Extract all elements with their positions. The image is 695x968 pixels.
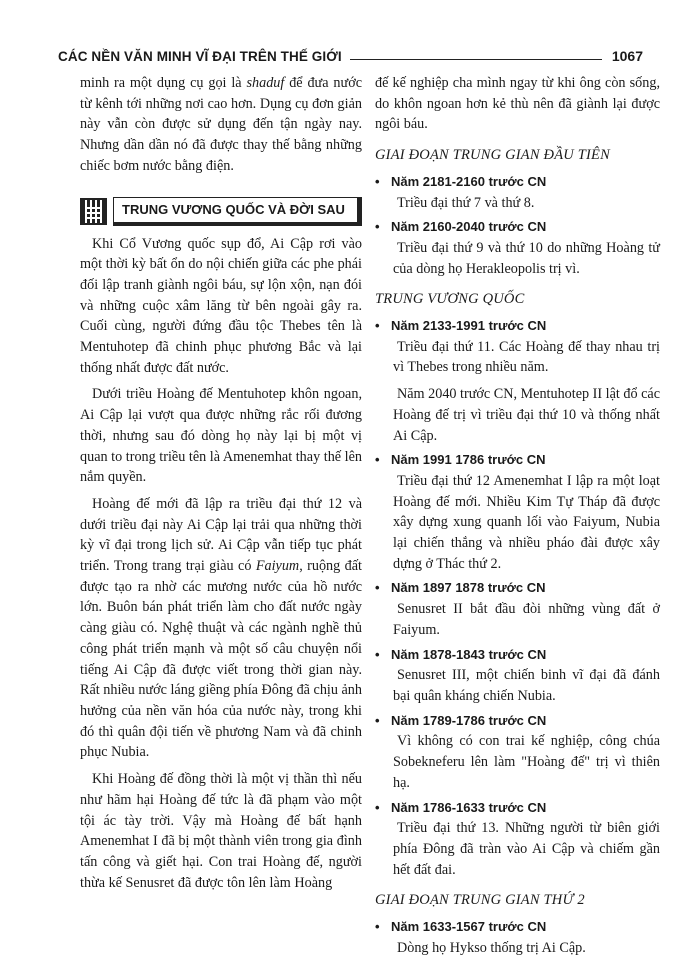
timeline-entry: Triều đại thứ 13. Những người từ biên giới phía Đông đã tràn vào Ai Cập và chiếm gần hết đất đai. (393, 820, 660, 878)
year-label: Năm 1991 1786 trước CN (391, 452, 546, 468)
timeline-year (375, 217, 660, 238)
intro-text-2: để đưa nước từ kênh tới những nơi cao hơn. Dụng cụ đơn giản này vẫn còn được sử dụng đến tận ngày nay. Nhưng dần dần nó đã được thay thế bằng những chiếc bơm nước bằng điện. (80, 75, 362, 174)
section-title: TRUNG VƯƠNG QUỐC VÀ ĐỜI SAU (113, 197, 362, 226)
section-header (80, 197, 362, 226)
year-label: Năm 2160-2040 trước CN (391, 219, 547, 235)
timeline-entry: Năm 2040 trước CN, Mentuhotep II lật đổ các Hoàng đế trị vì triều đại thứ 10 và thống nhất Ai Cập. (393, 386, 661, 444)
paragraph-2: Dưới triều Hoàng đế Mentuhotep khôn ngoan, Ai Cập lại vượt qua được những rắc rối đương thời, nhưng sau đó dòng họ này lại bị một vị quan to trong triều tên là Amenemhat thay thế lên nắm quyền. (80, 386, 362, 486)
continued-paragraph: đế kế nghiệp cha mình ngay từ khi ông còn sống, do khôn ngoan hơn kẻ thù nên đã giành lại được ngôi báu. (375, 75, 660, 133)
right-column (375, 73, 660, 958)
timeline-entry: Triều đại thứ 7 và thứ 8. (397, 194, 535, 211)
bullet-icon: • (375, 580, 380, 596)
year-label: Năm 1786-1633 trước CN (391, 799, 547, 815)
header-rule (350, 59, 602, 60)
page-number: 1067 (611, 48, 643, 64)
paragraph-1: Khi Cổ Vương quốc sụp đổ, Ai Cập rơi vào một thời kỳ bất ổn do nội chiến giữa các phe phái đối lập tranh giành ngôi báu, sự lộn xộn, nạn đói và những cuộc xâm lăng từ bên ngoài gây ra. Cuối cùng, người đứng đầu tộc Thebes tên là Mentuhotep đã chinh phục phương Bắc và lại thống nhất được đất nước. (80, 235, 362, 376)
timeline-entry: Triều đại thứ 9 và thứ 10 do những Hoàng tử của dòng họ Herakleopolis trị vì. (393, 239, 660, 277)
bullet-icon: • (375, 799, 380, 815)
timeline-entry: Senusret III, một chiến binh vĩ đại đã đánh bại quân kháng chiến Nubia. (393, 667, 660, 704)
timeline-entry: Triều đại thứ 11. Các Hoàng đế thay nhau trị vì Thebes trong nhiều năm. (393, 338, 660, 376)
paragraph-3-text-2: , ruộng đất được tạo ra nhờ các mương nước của hồ nước lớn. Buôn bán phát triển làm cho đất nước ngày càng giàu có. Nghệ thuật và các ngành nghề thủ công phát triển mạnh và một số câu chuyện nổi tiếng Ai Cập đã được viết trong thời gian này. Rất nhiều nước láng giềng phía Đông đã chịu ảnh hưởng của nền văn hóa của nước này, trong khi đó thì quân đội tiến về phương Nam và đã chinh phục Nubia. (80, 558, 362, 761)
year-label: Năm 2133-1991 trước CN (391, 318, 547, 334)
heading-second-intermediate: GIAI ĐOẠN TRUNG GIAN THỨ 2 (375, 892, 585, 909)
book-title: CÁC NỀN VĂN MINH VĨ ĐẠI TRÊN THẾ GIỚI (58, 49, 342, 64)
year-label: Năm 2181-2160 trước CN (391, 173, 547, 189)
year-label: Năm 1878-1843 trước CN (391, 646, 547, 662)
timeline-entry: Vì không có con trai kế nghiệp, công chúa Sobekneferu lên làm "Hoàng đế" trị vì thiên hạ. (393, 733, 660, 791)
timeline-year (375, 645, 660, 666)
paragraph-3 (80, 494, 362, 763)
bullet-icon: • (375, 173, 380, 189)
bullet-icon: • (375, 712, 380, 728)
qr-code-icon (80, 198, 107, 225)
bullet-icon: • (375, 318, 380, 334)
timeline-year (375, 798, 660, 819)
timeline-entry: Dòng họ Hykso thống trị Ai Cập. (397, 939, 586, 956)
left-column (80, 73, 362, 893)
timeline-entry: Triều đại thứ 12 Amenemhat I lập ra một loạt Hoàng đế mới. Nhiều Kim Tự Tháp đã được xây dựng xung quanh lối vào Faiyum, Nubia lại chiến thắng và nhiều pháo đài được xây dựng ở Thác thứ 2. (393, 472, 660, 572)
paragraph-3-text-1: Hoàng đế mới đã lập ra triều đại thứ 12 và dưới triều đại này Ai Cập lại trải qua những thời kỳ vĩ đại trong lịch sử. Ai Cập vẫn tiếp tục phát triển. Trong trang trại giàu có (80, 495, 362, 575)
year-label: Năm 1789-1786 trước CN (391, 712, 547, 728)
intro-paragraph (80, 73, 362, 177)
year-label: Năm 1633-1567 trước CN (391, 919, 547, 935)
bullet-icon: • (375, 919, 380, 935)
timeline-year (375, 917, 660, 938)
bullet-icon: • (375, 452, 380, 468)
heading-middle-kingdom: TRUNG VƯƠNG QUỐC (375, 291, 525, 308)
timeline-year (375, 316, 660, 337)
intro-text-1: minh ra một dụng cụ gọi là (80, 75, 247, 91)
bullet-icon: • (375, 646, 380, 662)
heading-first-intermediate: GIAI ĐOẠN TRUNG GIAN ĐẦU TIÊN (375, 147, 610, 164)
timeline-year (375, 578, 660, 599)
term-shaduf: shaduf (246, 75, 285, 91)
term-faiyum: Faiyum (255, 558, 300, 575)
timeline-entry: Senusret II bắt đầu đòi những vùng đất ở Faiyum. (393, 601, 660, 638)
paragraph-4: Khi Hoàng đế đồng thời là một vị thần thì nếu như hãm hại Hoàng đế tức là đã phạm vào một tội ác tày trời. Vậy mà Hoàng đế bất hạnh Amenemhat I đã bị một thành viên trong gia đình tấn công và giết hại. Con trai Hoàng đế, người thừa kế Senusret đã được tôn lên làm Hoàng (80, 771, 362, 891)
year-label: Năm 1897 1878 trước CN (391, 580, 546, 596)
timeline-year (375, 172, 660, 193)
timeline-year (375, 450, 660, 471)
bullet-icon: • (375, 219, 380, 235)
running-header (58, 44, 643, 64)
timeline-year (375, 711, 660, 732)
